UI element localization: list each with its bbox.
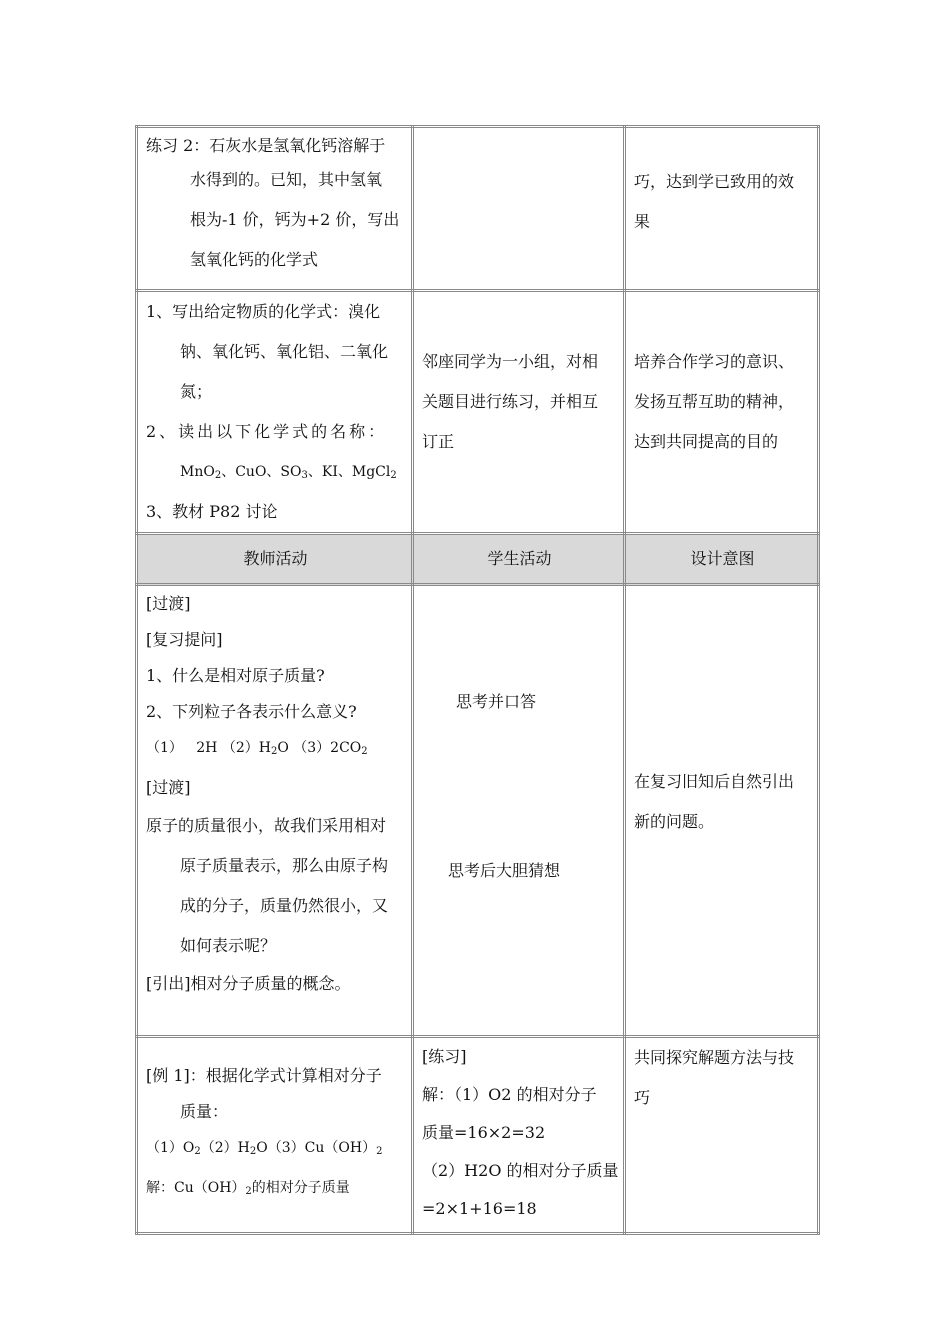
student-activity-cell [413, 585, 625, 1037]
header-student-activity: 学生活动 [413, 534, 625, 585]
cell-text: 质量： [180, 1102, 229, 1121]
cell-text: 果 [634, 212, 651, 231]
example-formulas: $(1)O_2(2)H_2O(3)Cu(OH)_2$ [146, 1140, 383, 1157]
teacher-activity-cell [137, 291, 413, 534]
table-row [137, 585, 819, 1037]
cell-text: （2）H2O 的相对分子质量 [422, 1161, 619, 1180]
cell-text: 2、读出以下化学式的名称： [146, 422, 388, 441]
cell-text: 1、什么是相对原子质量? [146, 666, 325, 685]
student-activity-cell [413, 127, 625, 291]
cell-text: =2×1+16=18 [422, 1199, 537, 1218]
table-row [137, 127, 819, 291]
cell-text: 达到共同提高的目的 [634, 432, 779, 451]
cell-text: [复习提问] [146, 630, 223, 649]
cell-text: [练习] [422, 1047, 467, 1066]
lesson-plan-table [135, 125, 820, 1235]
cell-text: [过渡] [146, 594, 191, 613]
cell-text: 新的问题。 [634, 812, 715, 831]
header-design-intent: 设计意图 [625, 534, 819, 585]
cell-text: 原子质量表示，那么由原子构 [180, 856, 389, 875]
cell-text: 成的分子，质量仍然很小，又 [180, 896, 389, 915]
cell-text: 氮； [180, 382, 213, 401]
cell-text: 订正 [422, 432, 455, 451]
cell-text: 根为-1 价，钙为+2 价，写出 [190, 210, 400, 229]
cell-text: 2、下列粒子各表示什么意义? [146, 702, 357, 721]
cell-text: 练习 2：石灰水是氢氧化钙溶解于 [146, 136, 386, 155]
cell-text: 水得到的。已知，其中氢氧 [190, 170, 383, 189]
cell-text: 如何表示呢？ [180, 936, 277, 955]
cell-text: 巧，达到学已致用的效 [634, 172, 795, 191]
design-intent-cell [625, 1037, 819, 1234]
cell-text: 解：（1）O2 的相对分子 [422, 1085, 597, 1104]
table-header-row [137, 534, 819, 585]
solution-line: 解：$Cu(OH)_2$的相对分子质量 [146, 1180, 350, 1197]
cell-text: [例 1]：根据化学式计算相对分子 [146, 1066, 382, 1085]
cell-text: 原子的质量很小，故我们采用相对 [146, 816, 387, 835]
cell-text: 关题目进行练习，并相互 [422, 392, 599, 411]
cell-text: 在复习旧知后自然引出 [634, 772, 795, 791]
teacher-activity-cell [137, 127, 413, 291]
cell-text: [过渡] [146, 778, 191, 797]
teacher-activity-cell [137, 585, 413, 1037]
cell-text: 1、写出给定物质的化学式：溴化 [146, 302, 381, 321]
design-intent-cell [625, 585, 819, 1037]
design-intent-cell [625, 127, 819, 291]
cell-text: 邻座同学为一小组，对相 [422, 352, 599, 371]
cell-text: 氢氧化钙的化学式 [190, 250, 319, 269]
cell-text: 巧 [634, 1088, 651, 1107]
particle-formulas: （1） 2H $(2)H_2O$ $(3)2CO_2$ [146, 740, 368, 757]
teacher-activity-cell [137, 1037, 413, 1234]
cell-text: 质量=16×2=32 [422, 1123, 546, 1142]
cell-text: 思考并口答 [456, 692, 537, 711]
cell-text: 思考后大胆猜想 [448, 861, 561, 880]
table-row [137, 1037, 819, 1234]
cell-text: 发扬互帮互助的精神， [634, 392, 795, 411]
cell-text: 共同探究解题方法与技 [634, 1048, 795, 1067]
student-activity-cell [413, 1037, 625, 1234]
chemical-formulas: MnO$_2$、CuO、$SO_3$、KI、MgCl$_2$ [180, 464, 397, 481]
cell-text: 3、教材 P82 讨论 [146, 502, 278, 521]
table-row [137, 291, 819, 534]
student-activity-cell [413, 291, 625, 534]
header-teacher-activity: 教师活动 [137, 534, 413, 585]
cell-text: [引出]相对分子质量的概念。 [146, 974, 351, 993]
cell-text: 钠、氧化钙、氧化铝、二氧化 [180, 342, 389, 361]
design-intent-cell [625, 291, 819, 534]
cell-text: 培养合作学习的意识、 [634, 352, 795, 371]
